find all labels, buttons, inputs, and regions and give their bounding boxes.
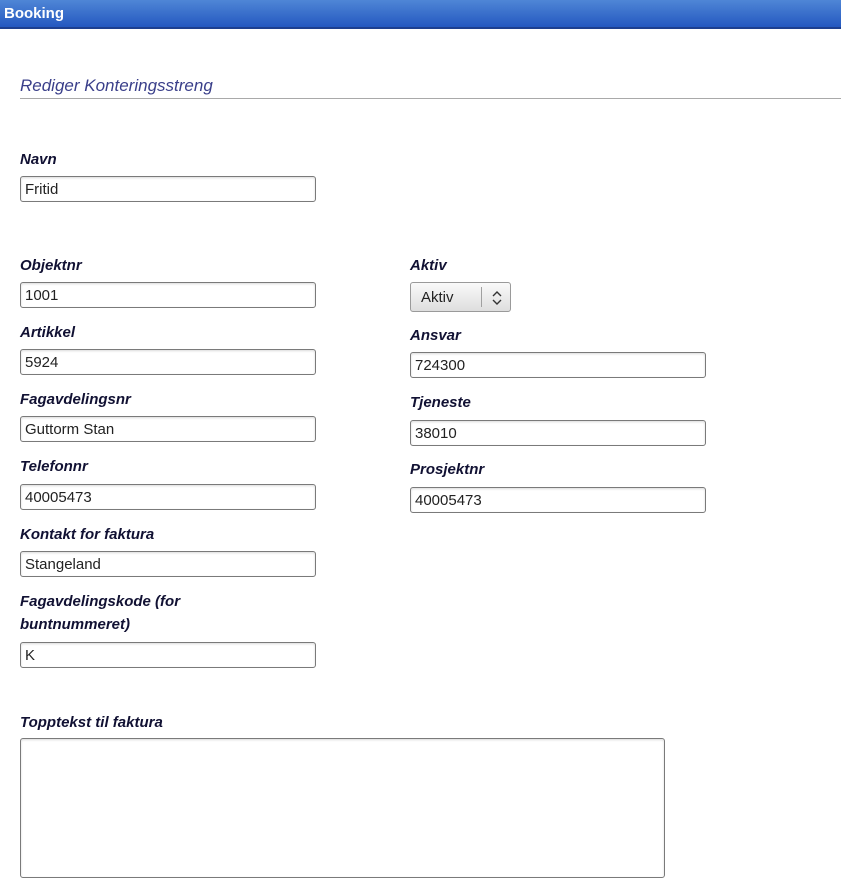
artikkel-label: Artikkel	[20, 324, 76, 341]
prosjektnr-input[interactable]	[410, 487, 706, 513]
objektnr-label: Objektnr	[20, 257, 82, 274]
tjeneste-input[interactable]	[410, 420, 706, 446]
aktiv-label: Aktiv	[410, 257, 447, 274]
kontakt-label: Kontakt for faktura	[20, 526, 155, 543]
topptekst-label: Topptekst til faktura	[20, 714, 163, 731]
telefonnr-input[interactable]	[20, 484, 316, 510]
fagavdelingsnr-label: Fagavdelingsnr	[20, 391, 131, 408]
divider	[20, 98, 841, 99]
kontakt-input[interactable]	[20, 551, 316, 577]
updown-chevron-icon	[491, 291, 503, 305]
fagavdelingskode-label-line1: Fagavdelingskode (for	[20, 593, 181, 610]
tjeneste-label: Tjeneste	[410, 394, 471, 411]
navn-input[interactable]	[20, 176, 316, 202]
select-divider	[481, 287, 482, 307]
fagavdelingsnr-input[interactable]	[20, 416, 316, 442]
telefonnr-label: Telefonnr	[20, 458, 88, 475]
ansvar-label: Ansvar	[410, 327, 461, 344]
fagavdelingskode-label-line2: buntnummeret)	[20, 616, 130, 633]
ansvar-input[interactable]	[410, 352, 706, 378]
objektnr-input[interactable]	[20, 282, 316, 308]
page-subtitle: Rediger Konteringsstreng	[20, 76, 213, 95]
header-title: Booking	[4, 5, 64, 22]
topptekst-textarea[interactable]	[20, 738, 665, 878]
fagavdelingskode-input[interactable]	[20, 642, 316, 668]
navn-label: Navn	[20, 151, 57, 168]
aktiv-select-value: Aktiv	[421, 289, 454, 306]
aktiv-select[interactable]	[410, 282, 511, 312]
header-bar	[0, 0, 841, 29]
prosjektnr-label: Prosjektnr	[410, 461, 485, 478]
artikkel-input[interactable]	[20, 349, 316, 375]
